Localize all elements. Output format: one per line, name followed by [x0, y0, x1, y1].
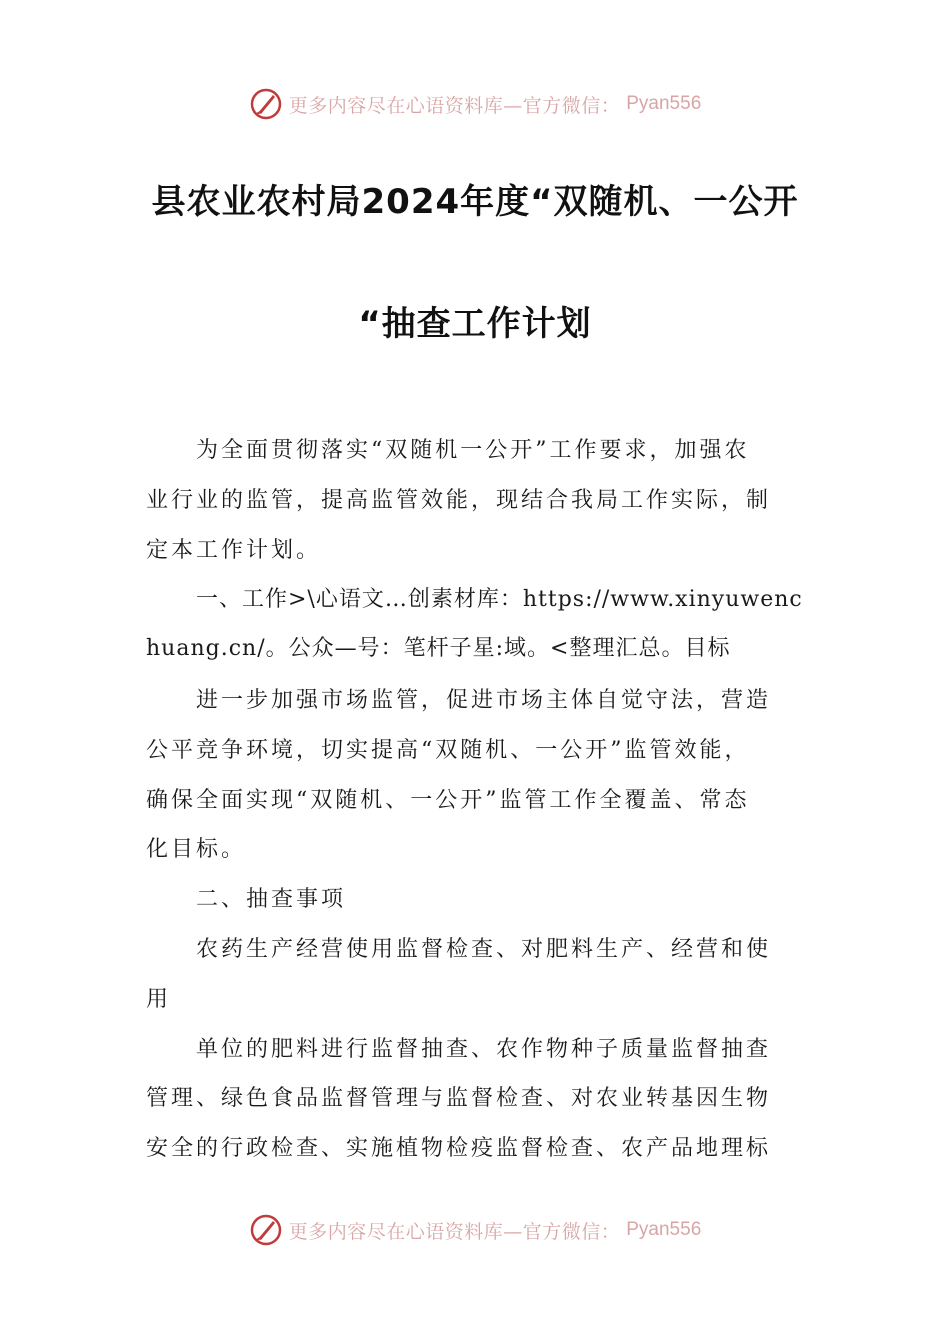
body-line: 农药生产经营使用监督检查、对肥料生产、经营和使	[196, 937, 772, 962]
body-line: huang.cn/。公众—号：笔杆子星:域。<整理汇总。目标	[146, 636, 731, 661]
body-line: 确保全面实现“双随机、一公开”监管工作全覆盖、常态	[146, 788, 750, 813]
watermark-text: 更多内容尽在心语资料库—官方微信：	[288, 94, 621, 117]
body-line: 为全面贯彻落实“双随机一公开”工作要求，加强农	[196, 438, 750, 463]
footer-watermark	[0, 1210, 950, 1250]
body-line: 定本工作计划。	[146, 538, 322, 563]
body-line: 进一步加强市场监管，促进市场主体自觉守法，营造	[196, 688, 772, 713]
body-line: 一、工作>\心语文…创素材库：https://www.xinyuwenc	[196, 587, 803, 612]
header-watermark	[0, 84, 950, 124]
section-heading: 二、抽查事项	[196, 887, 347, 912]
body-line: 业行业的监管，提高监管效能，现结合我局工作实际，制	[146, 488, 772, 513]
body-line: 公平竞争环境，切实提高“双随机、一公开”监管效能，	[146, 738, 750, 763]
document-title-line-1: 县农业农村局2024年度“双随机、一公开	[151, 182, 799, 222]
document-title-line-2: “抽查工作计划	[358, 304, 592, 344]
watermark-wechat-id: Pyan556	[626, 1219, 702, 1240]
body-line: 用	[146, 987, 172, 1012]
body-line: 安全的行政检查、实施植物检疫监督检查、农产品地理标	[146, 1136, 772, 1161]
quill-logo-icon	[249, 87, 283, 121]
watermark-wechat-id: Pyan556	[626, 93, 702, 114]
watermark-text: 更多内容尽在心语资料库—官方微信：	[288, 1220, 621, 1243]
quill-logo-icon	[249, 1213, 283, 1247]
body-line: 管理、绿色食品监督管理与监督检查、对农业转基因生物	[146, 1086, 772, 1111]
body-line: 化目标。	[146, 837, 247, 862]
body-line: 单位的肥料进行监督抽查、农作物种子质量监督抽查	[196, 1037, 772, 1062]
